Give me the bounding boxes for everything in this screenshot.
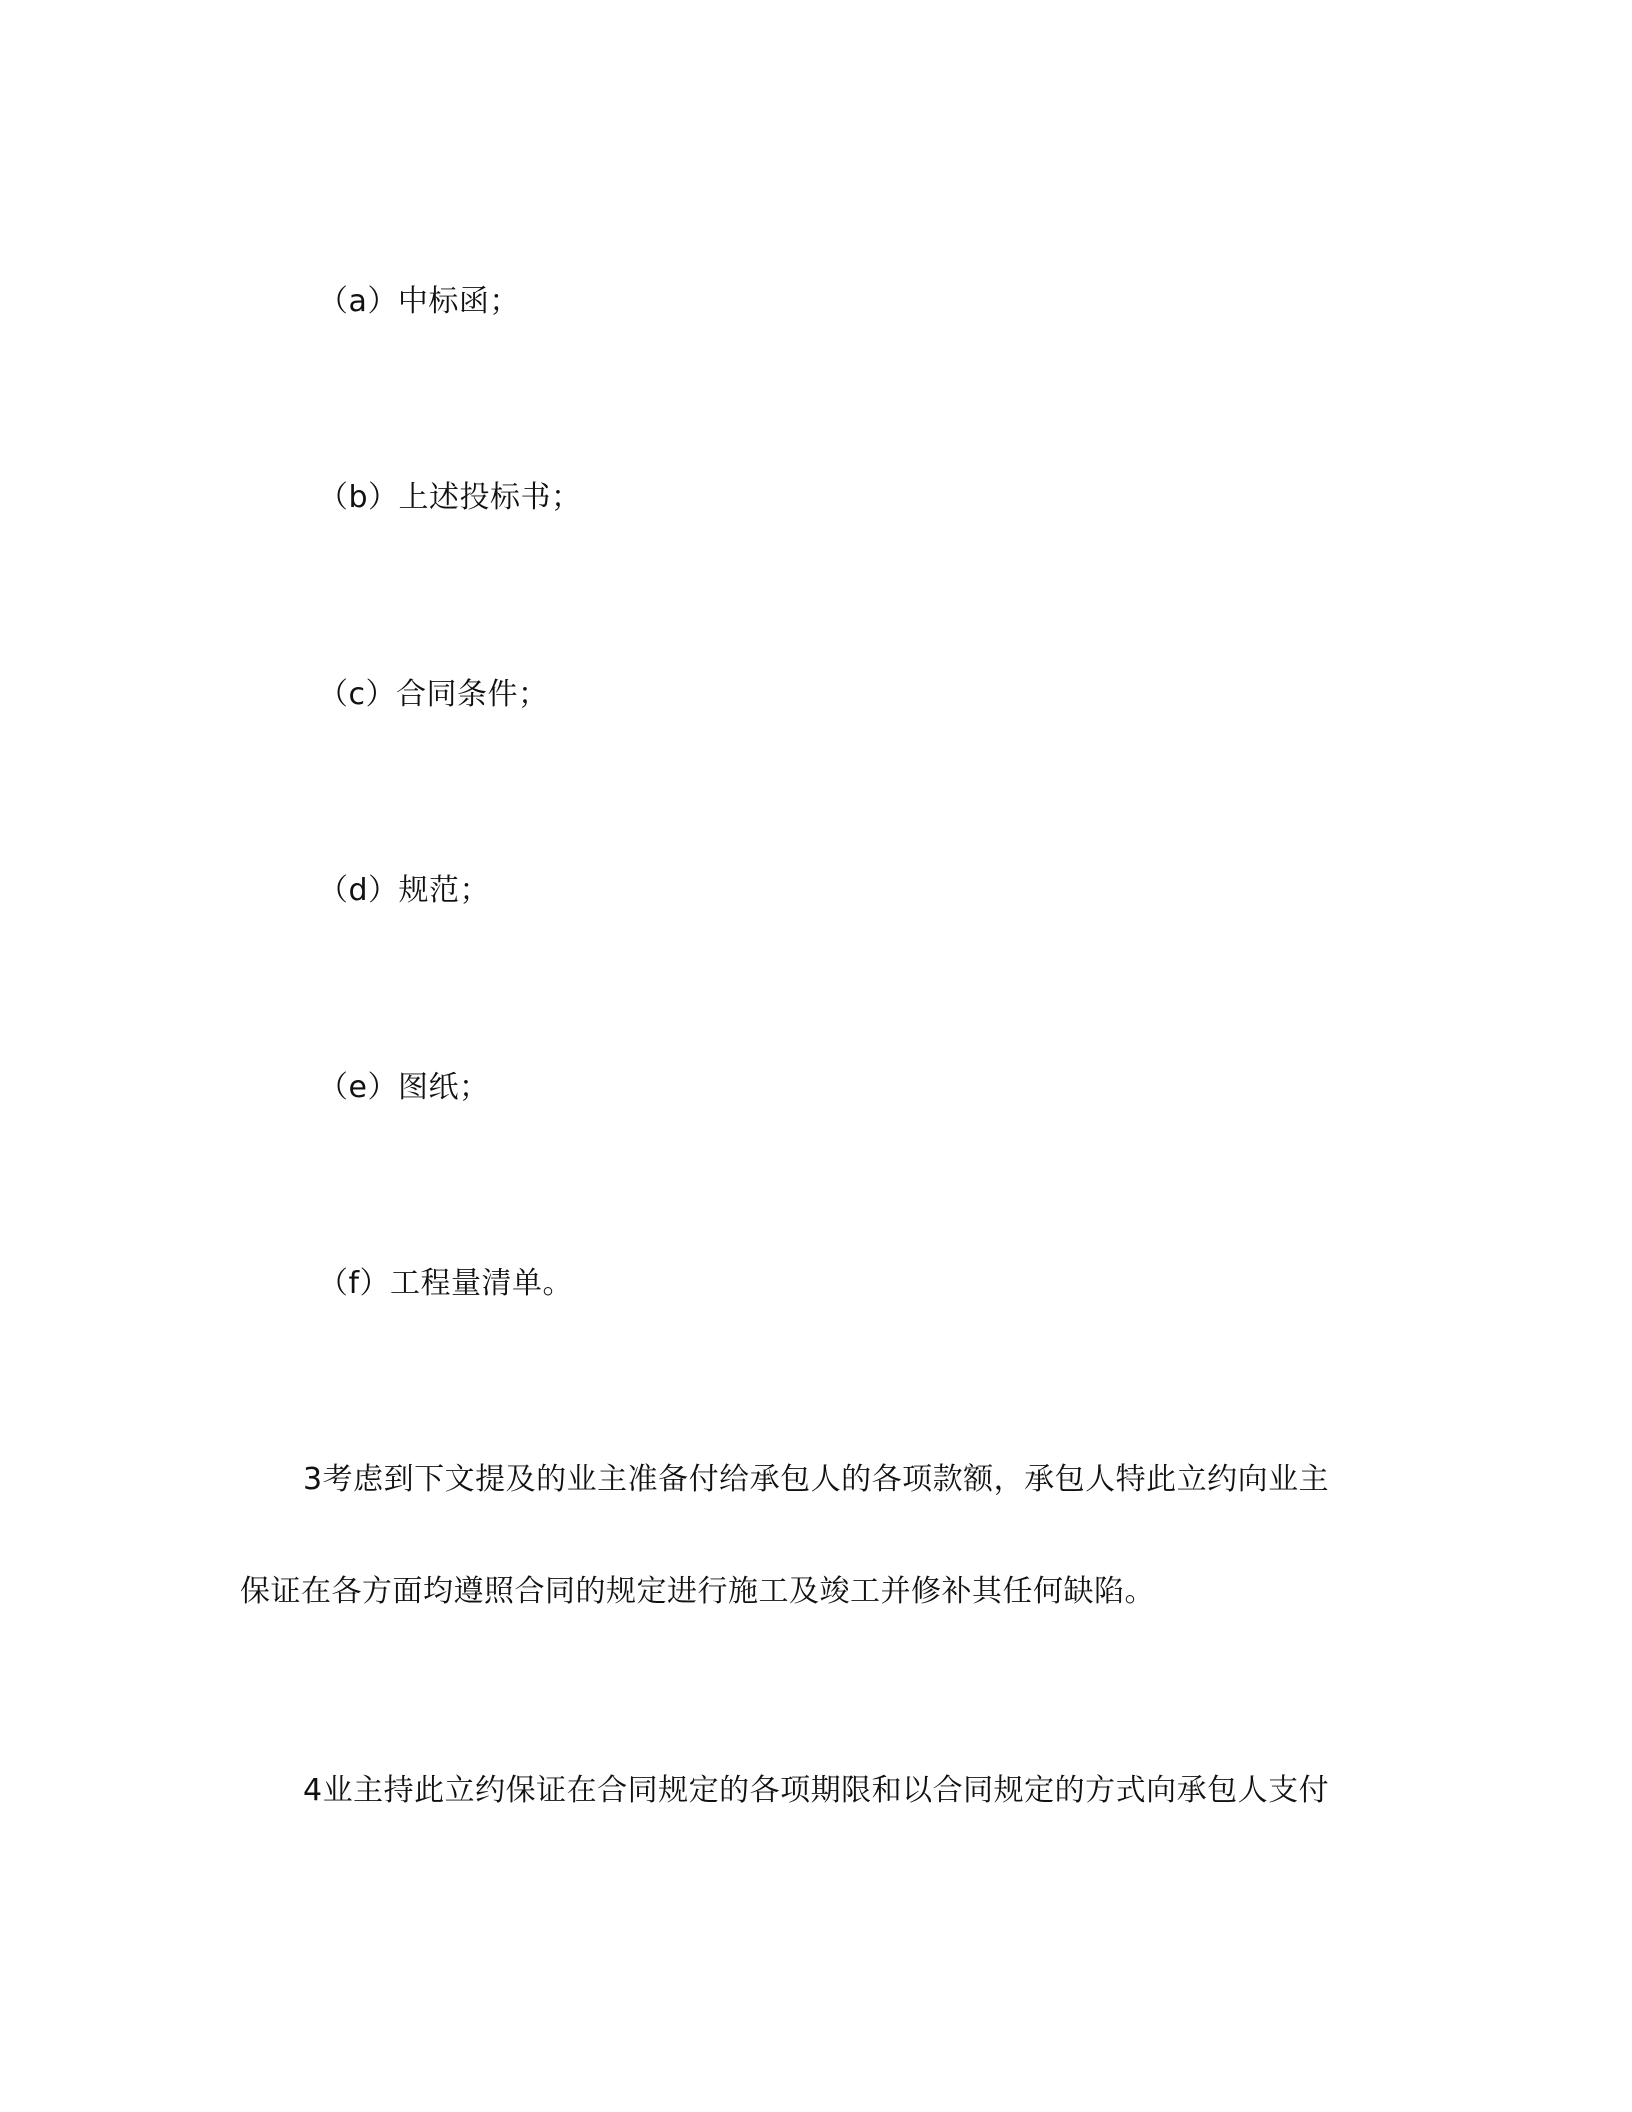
paragraph-3-line-1: 3考虑到下文提及的业主准备付给承包人的各项款额，承包人特此立约向业主 <box>303 1462 1330 1497</box>
list-item-b: （b）上述投标书； <box>318 480 582 515</box>
list-item-d: （d）规范； <box>318 873 491 908</box>
list-item-a: （a）中标函； <box>318 284 520 319</box>
list-item-e: （e）图纸； <box>318 1070 490 1105</box>
list-item-c: （c）合同条件； <box>318 677 549 712</box>
paragraph-3-line-2: 保证在各方面均遵照合同的规定进行施工及竣工并修补其任何缺陷。 <box>240 1574 1155 1609</box>
list-item-f: （f）工程量清单。 <box>318 1266 574 1301</box>
paragraph-4-line-1: 4业主持此立约保证在合同规定的各项期限和以合同规定的方式向承包人支付 <box>303 1773 1330 1808</box>
